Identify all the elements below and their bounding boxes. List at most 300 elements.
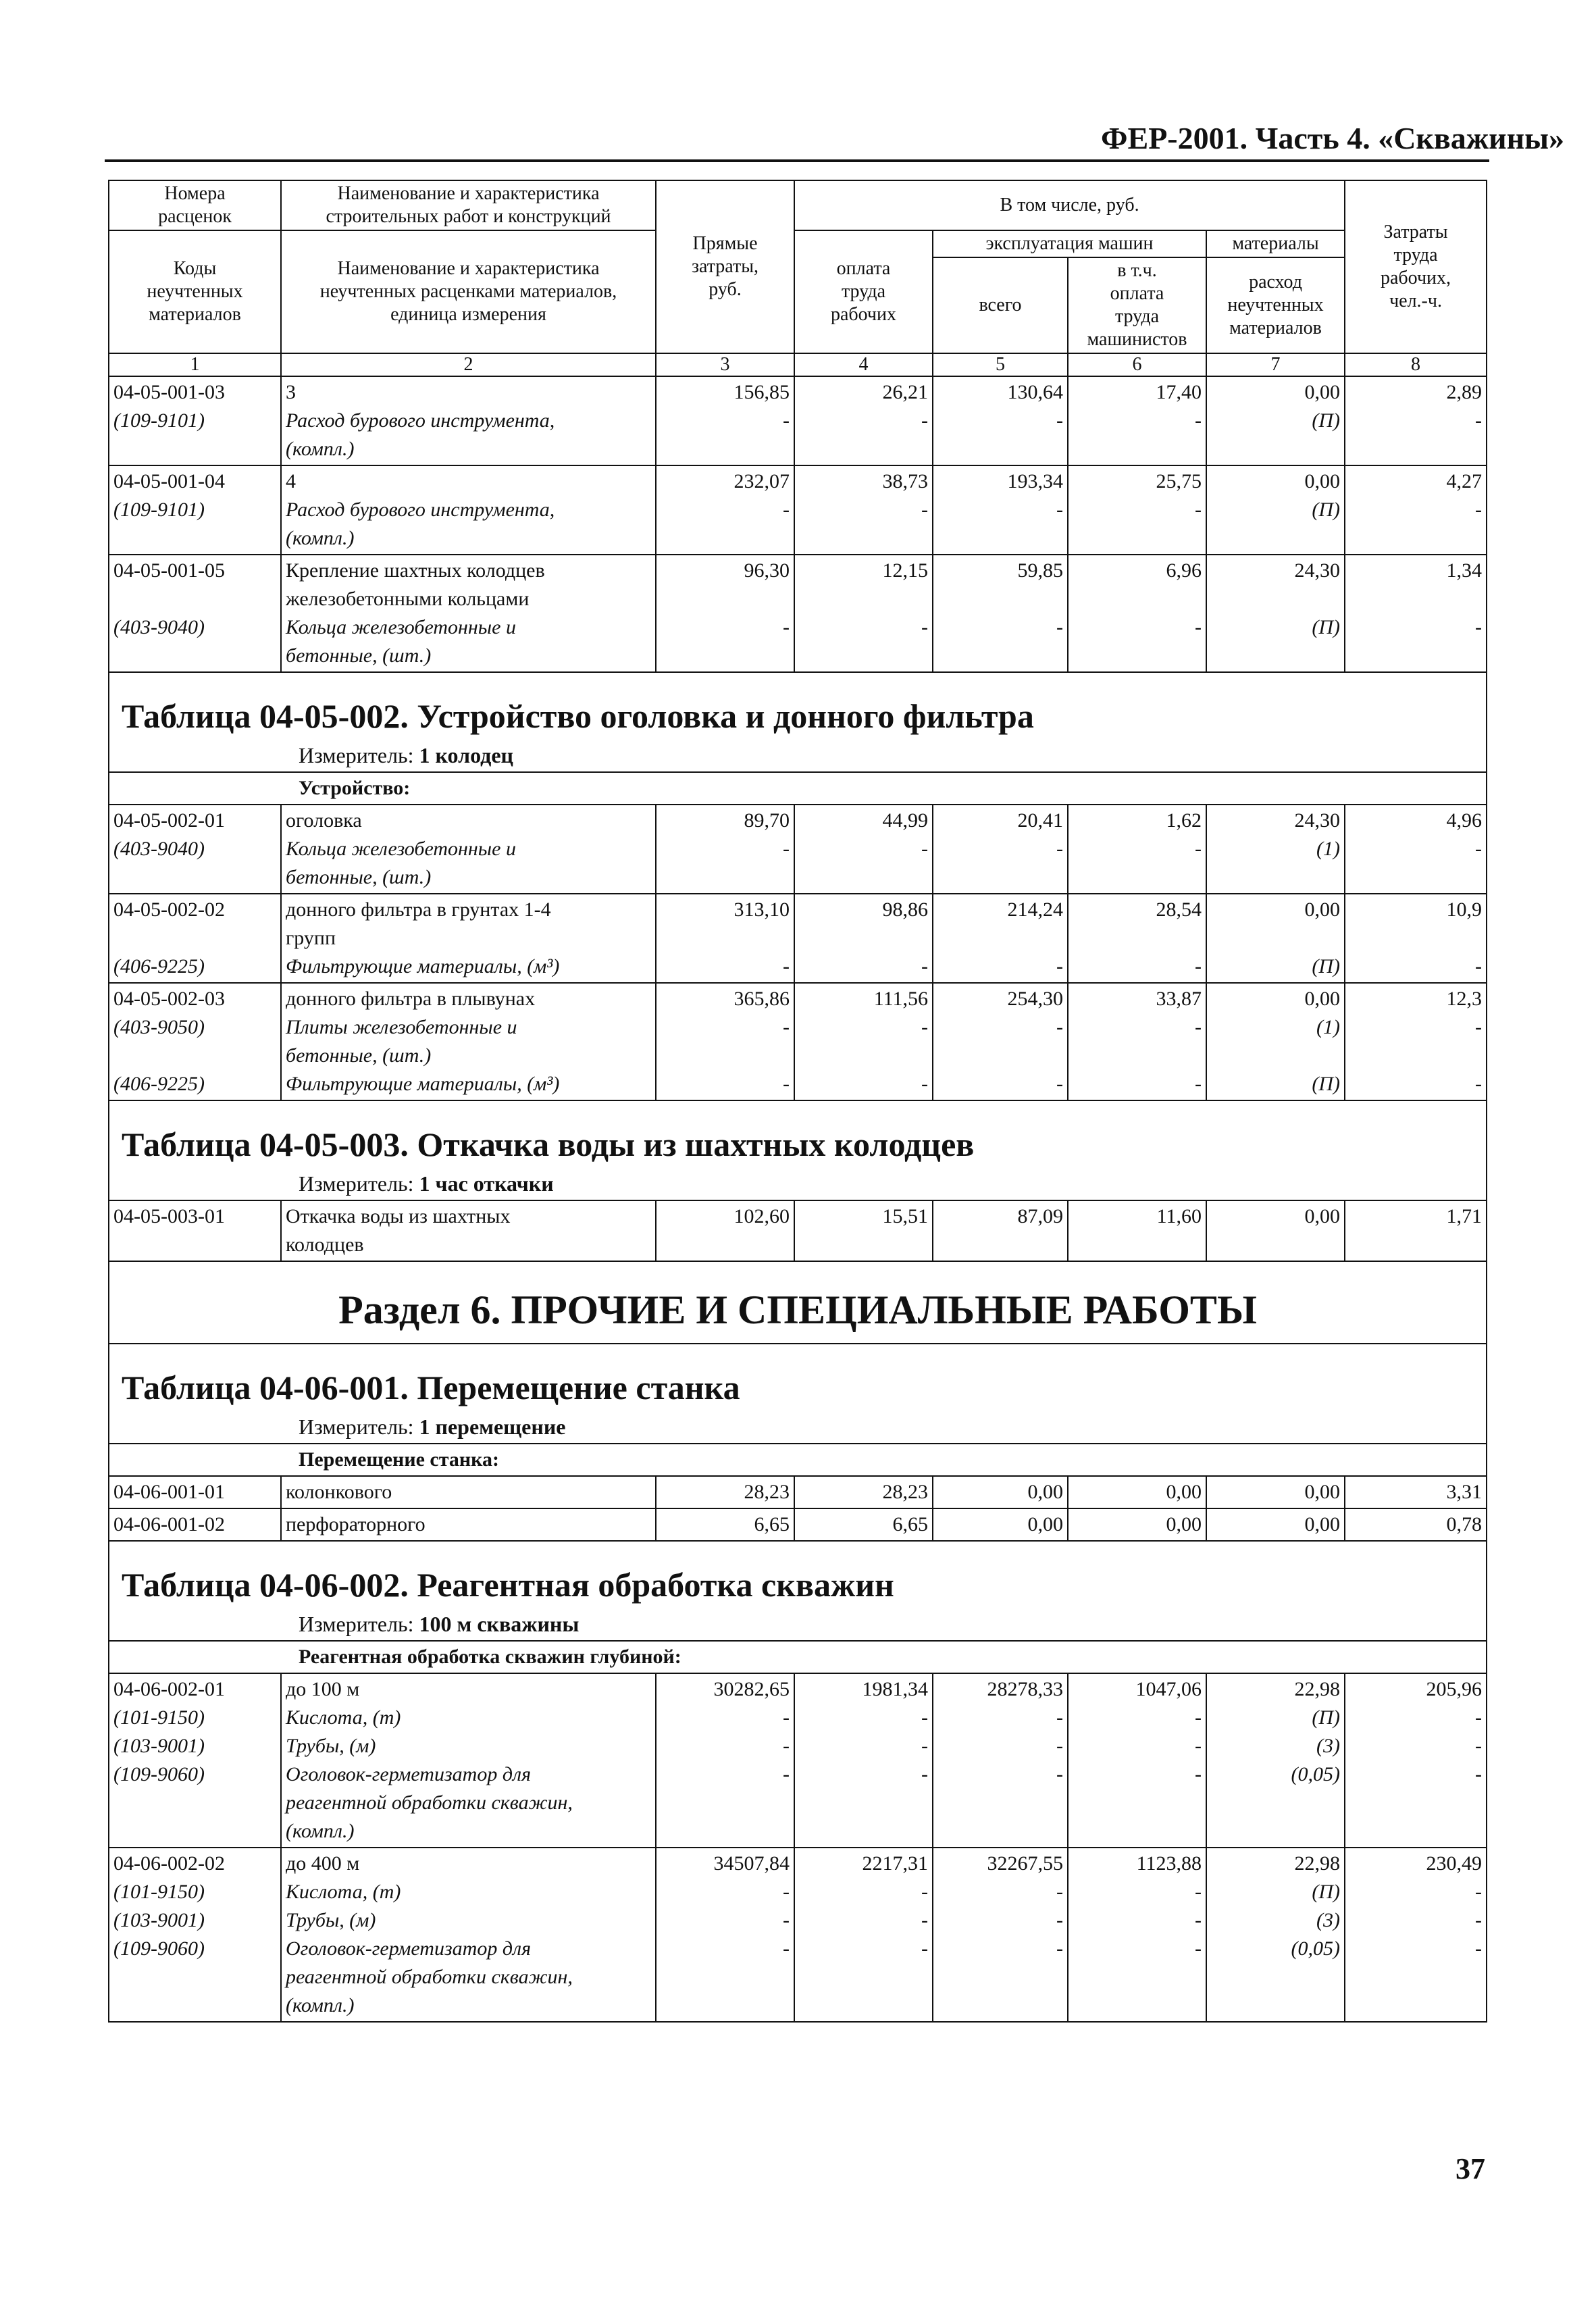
material-value: (3) [1316, 1909, 1341, 1931]
material-value: (П) [1312, 1881, 1341, 1903]
rate-value: 28,23 [744, 1481, 790, 1503]
col7-title-line: расход [1249, 272, 1302, 293]
spacer [1073, 1963, 1202, 1991]
col7-header [1206, 257, 1345, 353]
material-code: (103-9001) [113, 1735, 205, 1757]
rate-name: донного фильтра в плывунах [286, 988, 536, 1010]
col6-header [1068, 257, 1206, 353]
rate-value-cell [656, 1673, 794, 1848]
spacer [113, 863, 276, 892]
spacer [799, 1991, 928, 2020]
rates-table [108, 180, 1487, 2023]
table-heading-row [109, 672, 1487, 772]
rate-value-cell [1206, 805, 1345, 894]
material-value: (П) [1312, 1073, 1341, 1095]
material-value: - [1195, 1909, 1202, 1931]
col2-subtitle-line: единица измерения [390, 304, 546, 325]
rate-value: 0,00 [1304, 1205, 1341, 1227]
material-value: - [1056, 1881, 1063, 1903]
material-value: (П) [1312, 499, 1341, 521]
rate-name: перфораторного [286, 1513, 426, 1535]
material-value: - [1475, 1016, 1483, 1038]
spacer [799, 1042, 928, 1070]
spacer [661, 524, 790, 553]
material-value: - [1195, 838, 1202, 860]
material-value: - [1475, 1881, 1483, 1903]
rate-value: 15,51 [882, 1205, 928, 1227]
rate-value-cell [1345, 1508, 1487, 1541]
material-value: - [1195, 1881, 1202, 1903]
material-value: - [1195, 1937, 1202, 1960]
spacer [113, 435, 276, 463]
column-number: 1 [109, 353, 281, 376]
measure-line [109, 1170, 1486, 1200]
rate-value: 96,30 [744, 559, 790, 582]
material-name: Кольца железобетонные и [286, 616, 516, 638]
rate-value-cell [1068, 1673, 1206, 1848]
material-value: - [1475, 955, 1483, 977]
rate-name-cell [281, 1476, 656, 1508]
spacer [937, 1789, 1063, 1817]
material-code: (109-9101) [113, 409, 205, 432]
rate-value: 12,15 [882, 559, 928, 582]
material-value: - [1195, 616, 1202, 638]
material-value: - [1056, 1073, 1063, 1095]
rate-value: 4,27 [1446, 470, 1483, 492]
rate-value-cell [933, 805, 1068, 894]
spacer [1211, 435, 1340, 463]
rate-name-cell [281, 894, 656, 983]
subheading-row [109, 772, 1487, 805]
material-value: - [1195, 955, 1202, 977]
rate-value: 3,31 [1446, 1481, 1483, 1503]
material-name: Плиты железобетонные и [286, 1016, 517, 1038]
rate-value-cell [1345, 1476, 1487, 1508]
rate-value-cell [933, 1673, 1068, 1848]
rate-value: 1123,88 [1136, 1852, 1202, 1875]
spacer [661, 863, 790, 892]
material-value: - [783, 1706, 790, 1729]
rate-value: 59,85 [1017, 559, 1063, 582]
spacer [1073, 924, 1202, 952]
rate-row [109, 1476, 1487, 1508]
rate-value: 22,98 [1294, 1678, 1341, 1700]
table-heading [109, 1542, 1486, 1640]
rate-value: 2,89 [1446, 381, 1483, 403]
rate-value-cell [1345, 465, 1487, 555]
rate-value-cell [1206, 1476, 1345, 1508]
spacer [937, 642, 1063, 670]
subheading-row [109, 1641, 1487, 1673]
spacer [799, 435, 928, 463]
rate-value: 2217,31 [862, 1852, 928, 1875]
rate-value: 20,41 [1017, 809, 1063, 832]
rate-value: 30282,65 [713, 1678, 790, 1700]
col4-title-line: труда [841, 281, 886, 302]
rate-value-cell [656, 376, 794, 465]
spacer [1073, 1042, 1202, 1070]
material-value: - [1475, 409, 1483, 432]
spacer [1349, 585, 1482, 613]
rate-value: 10,9 [1446, 898, 1483, 921]
material-value: (0,05) [1291, 1937, 1341, 1960]
spacer [113, 1042, 276, 1070]
material-code: (403-9040) [113, 616, 205, 638]
rate-value: 1981,34 [862, 1678, 928, 1700]
rate-code: 04-05-002-02 [113, 898, 225, 921]
material-name: (компл.) [286, 527, 355, 549]
rate-value-cell [933, 1508, 1068, 1541]
rate-value-cell [656, 1476, 794, 1508]
measure-line [109, 742, 1486, 771]
spacer [937, 924, 1063, 952]
rate-value-cell [1068, 983, 1206, 1100]
machines-header: эксплуатация машин [933, 230, 1206, 257]
rate-value-cell [656, 805, 794, 894]
spacer [661, 435, 790, 463]
subheading: Реагентная обработка скважин глубиной: [109, 1641, 1487, 1673]
material-value: - [921, 1016, 928, 1038]
material-value: - [1195, 1073, 1202, 1095]
material-value: - [921, 1909, 928, 1931]
spacer [1349, 863, 1482, 892]
rate-value-cell [1345, 1673, 1487, 1848]
table-title: Таблица 04-05-003. Откачка воды из шахтных колодцев [122, 1125, 975, 1163]
col6-title-line: машинистов [1087, 329, 1187, 350]
rate-value-cell [1345, 894, 1487, 983]
rate-value-cell [794, 983, 933, 1100]
rate-value: 232,07 [733, 470, 790, 492]
spacer [1211, 924, 1340, 952]
spacer [1349, 1963, 1482, 1991]
material-value: - [1475, 616, 1483, 638]
rate-value: 214,24 [1007, 898, 1063, 921]
measure-line [109, 1610, 1486, 1640]
material-value: - [1195, 499, 1202, 521]
spacer [113, 1789, 276, 1817]
rate-value: 1,71 [1446, 1205, 1483, 1227]
material-code: (403-9040) [113, 838, 205, 860]
column-number: 4 [794, 353, 933, 376]
material-value: - [921, 616, 928, 638]
spacer [1349, 435, 1482, 463]
rate-row [109, 1848, 1487, 2022]
rate-name-cell [281, 1200, 656, 1261]
rate-value: 34507,84 [713, 1852, 790, 1875]
rate-code-cell [109, 1508, 281, 1541]
material-value: (1) [1316, 1016, 1341, 1038]
rate-value-cell [1345, 1848, 1487, 2022]
rate-value: 6,65 [892, 1513, 928, 1535]
table-heading-cell [109, 1100, 1487, 1200]
material-value: (1) [1316, 838, 1341, 860]
rate-value-cell [933, 1200, 1068, 1261]
material-name: Расход бурового инструмента, [286, 499, 555, 521]
spacer [1349, 924, 1482, 952]
rate-value: 193,34 [1007, 470, 1063, 492]
material-value: (П) [1312, 955, 1341, 977]
col1-title-line: расценок [158, 206, 232, 227]
spacer [937, 1231, 1063, 1259]
spacer [799, 1963, 928, 1991]
rate-value: 32267,55 [987, 1852, 1063, 1875]
rate-name: групп [286, 927, 336, 949]
rate-value-cell [794, 1476, 933, 1508]
rate-value: 130,64 [1007, 381, 1063, 403]
rate-value-cell [656, 555, 794, 672]
rate-value: 0,00 [1027, 1481, 1063, 1503]
material-value: - [783, 838, 790, 860]
rate-value: 0,00 [1166, 1513, 1202, 1535]
rate-value: 0,00 [1304, 898, 1341, 921]
included-header: В том числе, руб. [794, 180, 1345, 230]
column-number: 3 [656, 353, 794, 376]
col5-header: всего [933, 257, 1068, 353]
material-value: - [921, 1073, 928, 1095]
material-code: (109-9060) [113, 1763, 205, 1785]
column-number: 6 [1068, 353, 1206, 376]
rate-name: 4 [286, 470, 296, 492]
rate-value: 1,34 [1446, 559, 1483, 582]
rate-value: 33,87 [1156, 988, 1202, 1010]
rate-code-cell [109, 1476, 281, 1508]
spacer [799, 585, 928, 613]
measure-value: 1 колодец [419, 743, 513, 767]
rate-name: железобетонными кольцами [286, 588, 530, 610]
rate-value-cell [794, 465, 933, 555]
rate-value-cell [1068, 1848, 1206, 2022]
spacer [661, 924, 790, 952]
rate-value-cell [1206, 1508, 1345, 1541]
spacer [1211, 524, 1340, 553]
material-code: (403-9050) [113, 1016, 205, 1038]
rate-value: 17,40 [1156, 381, 1202, 403]
rate-code: 04-05-001-05 [113, 559, 225, 582]
rate-name: колонкового [286, 1481, 392, 1503]
material-name: Оголовок-герметизатор для [286, 1763, 532, 1785]
spacer [1073, 1789, 1202, 1817]
rate-code-cell [109, 983, 281, 1100]
spacer [1211, 1817, 1340, 1846]
measure-label: Измеритель: [299, 743, 414, 767]
material-code: (406-9225) [113, 955, 205, 977]
col1-title-line: Номера [164, 183, 226, 204]
subheading: Перемещение станка: [109, 1444, 1487, 1476]
col8-title-line: рабочих, [1381, 268, 1451, 288]
rate-name-cell [281, 1848, 656, 2022]
spacer [937, 585, 1063, 613]
table-title: Таблица 04-06-001. Перемещение станка [122, 1369, 740, 1406]
rate-value: 156,85 [733, 381, 790, 403]
spacer [661, 642, 790, 670]
rate-code: 04-05-002-03 [113, 988, 225, 1010]
rate-value-cell [1206, 376, 1345, 465]
subheading-row [109, 1444, 1487, 1476]
rate-value: 26,21 [882, 381, 928, 403]
spacer [661, 585, 790, 613]
material-value: - [783, 1016, 790, 1038]
measure-label: Измеритель: [299, 1415, 414, 1439]
rate-code-cell [109, 1848, 281, 2022]
header-row-2 [109, 230, 1487, 257]
col1-header-bottom [109, 230, 281, 353]
rate-value: 0,00 [1304, 381, 1341, 403]
material-value: - [1056, 1909, 1063, 1931]
rate-value: 230,49 [1426, 1852, 1483, 1875]
spacer [113, 924, 276, 952]
table-heading-cell [109, 1344, 1487, 1444]
spacer [1073, 1991, 1202, 2020]
rate-value: 0,00 [1027, 1513, 1063, 1535]
material-value: - [921, 955, 928, 977]
material-value: - [1475, 838, 1483, 860]
rate-value-cell [794, 1673, 933, 1848]
material-code: (103-9001) [113, 1909, 205, 1931]
rate-value: 1047,06 [1135, 1678, 1202, 1700]
rate-value-cell [1068, 555, 1206, 672]
material-value: - [1475, 1735, 1483, 1757]
rate-value-cell [1068, 894, 1206, 983]
rate-code: 04-05-001-03 [113, 381, 225, 403]
table-heading-cell [109, 672, 1487, 772]
material-name: Кислота, (т) [286, 1881, 401, 1903]
rate-value: 0,78 [1446, 1513, 1483, 1535]
spacer [937, 863, 1063, 892]
material-name: бетонные, (шт.) [286, 644, 432, 667]
rate-value-cell [933, 376, 1068, 465]
material-name: бетонные, (шт.) [286, 866, 432, 888]
measure-value: 1 перемещение [419, 1415, 566, 1439]
rate-value-cell [1206, 465, 1345, 555]
spacer [1211, 1789, 1340, 1817]
material-value: - [783, 1881, 790, 1903]
spacer [113, 524, 276, 553]
material-name: реагентной обработки скважин, [286, 1791, 573, 1814]
rate-value-cell [933, 1476, 1068, 1508]
rate-name: донного фильтра в грунтах 1-4 [286, 898, 551, 921]
rate-value-cell [656, 1848, 794, 2022]
spacer [1349, 1042, 1482, 1070]
material-name: Трубы, (м) [286, 1735, 376, 1757]
material-value: - [783, 1735, 790, 1757]
rate-code: 04-06-001-02 [113, 1513, 225, 1535]
material-name: бетонные, (шт.) [286, 1044, 432, 1067]
col8-title-line: чел.-ч. [1389, 290, 1442, 311]
measure-label: Измеритель: [299, 1612, 414, 1636]
rate-value: 6,96 [1166, 559, 1202, 582]
rate-name-cell [281, 805, 656, 894]
rate-value: 25,75 [1156, 470, 1202, 492]
spacer [937, 435, 1063, 463]
col4-title-line: рабочих [830, 304, 896, 325]
col6-title-line: труда [1114, 306, 1160, 327]
material-value: - [1056, 499, 1063, 521]
rate-value-cell [933, 1848, 1068, 2022]
material-value: - [1475, 1763, 1483, 1785]
spacer [799, 1789, 928, 1817]
spacer [937, 1817, 1063, 1846]
rate-value-cell [794, 555, 933, 672]
col2-subtitle-line: Наименование и характеристика [337, 258, 600, 279]
rate-value-cell [794, 1848, 933, 2022]
material-value: - [1056, 838, 1063, 860]
material-name: Фильтрующие материалы, (м³) [286, 955, 560, 977]
rate-value-cell [1206, 555, 1345, 672]
rate-value-cell [794, 376, 933, 465]
rate-value-cell [1345, 805, 1487, 894]
rate-value-cell [1068, 1476, 1206, 1508]
rate-value-cell [656, 465, 794, 555]
spacer [1211, 1991, 1340, 2020]
rate-name: Откачка воды из шахтных [286, 1205, 511, 1227]
material-value: - [921, 409, 928, 432]
material-value: - [1056, 1016, 1063, 1038]
rate-code-cell [109, 376, 281, 465]
spacer [113, 1231, 276, 1259]
material-value: - [783, 1763, 790, 1785]
table-title: Таблица 04-05-002. Устройство оголовка и донного фильтра [122, 697, 1034, 735]
rate-name-cell [281, 1673, 656, 1848]
spacer [799, 1231, 928, 1259]
rate-value-cell [1206, 1848, 1345, 2022]
material-value: (П) [1312, 409, 1341, 432]
table-heading-row [109, 1541, 1487, 1641]
rate-name: Крепление шахтных колодцев [286, 559, 545, 582]
spacer [1073, 1231, 1202, 1259]
section-title: Раздел 6. ПРОЧИЕ И СПЕЦИАЛЬНЫЕ РАБОТЫ [338, 1288, 1257, 1332]
material-value: - [1056, 1763, 1063, 1785]
rate-value-cell [1345, 555, 1487, 672]
rate-value-cell [794, 894, 933, 983]
material-value: - [1056, 1735, 1063, 1757]
table-heading-cell [109, 1541, 1487, 1641]
rate-value-cell [933, 555, 1068, 672]
material-code: (101-9150) [113, 1881, 205, 1903]
rate-value: 44,99 [882, 809, 928, 832]
col8-title-line: труда [1393, 245, 1438, 265]
material-value: - [1056, 409, 1063, 432]
spacer [1211, 1231, 1340, 1259]
col2-title-line: Наименование и характеристика [337, 183, 600, 204]
rate-name-cell [281, 376, 656, 465]
spacer [799, 642, 928, 670]
page-number: 37 [1456, 2152, 1485, 2185]
table-heading [109, 1101, 1486, 1200]
rate-value: 38,73 [882, 470, 928, 492]
col3-title-line: затраты, [691, 256, 759, 277]
material-name: Трубы, (м) [286, 1909, 376, 1931]
col1-subtitle-line: материалов [149, 304, 241, 325]
material-name: Кислота, (т) [286, 1706, 401, 1729]
spacer [113, 1991, 276, 2020]
section-heading-row [109, 1261, 1487, 1344]
col3-title-line: Прямые [692, 233, 758, 254]
spacer [1073, 642, 1202, 670]
table-title: Таблица 04-06-002. Реагентная обработка скважин [122, 1566, 894, 1604]
rate-value-cell [1345, 983, 1487, 1100]
material-value: - [783, 1937, 790, 1960]
spacer [1211, 863, 1340, 892]
col2-subtitle-line: неучтенных расценками материалов, [319, 281, 617, 302]
spacer [661, 1963, 790, 1991]
material-value: (П) [1312, 1706, 1341, 1729]
rate-value: 24,30 [1294, 559, 1341, 582]
spacer [661, 1042, 790, 1070]
subheading: Устройство: [109, 772, 1487, 805]
material-value: - [921, 1881, 928, 1903]
rate-value: 4,96 [1446, 809, 1483, 832]
spacer [661, 1231, 790, 1259]
